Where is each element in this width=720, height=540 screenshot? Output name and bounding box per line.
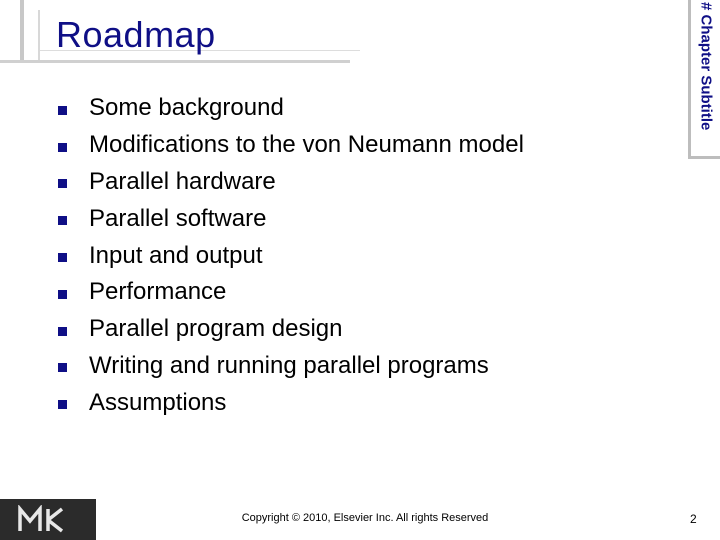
bullet-square-icon <box>58 363 67 372</box>
bullet-text: Modifications to the von Neumann model <box>89 131 524 159</box>
bullet-text: Writing and running parallel programs <box>89 351 489 379</box>
bullet-square-icon <box>58 106 67 115</box>
mk-logo-icon <box>18 505 78 535</box>
list-item <box>58 384 524 421</box>
bullet-text: Input and output <box>89 241 263 269</box>
frame-line <box>0 60 350 63</box>
copyright-text: Copyright © 2010, Elsevier Inc. All rights Reserved <box>241 512 489 524</box>
slide-title: Roadmap <box>56 14 216 55</box>
bullet-text: Some background <box>89 94 284 122</box>
bullet-square-icon <box>58 143 67 152</box>
publisher-logo <box>0 499 96 540</box>
list-item <box>58 200 524 237</box>
bullet-text: Performance <box>89 278 227 306</box>
bullet-square-icon <box>58 290 67 299</box>
bullet-square-icon <box>58 253 67 262</box>
frame-line <box>38 10 40 62</box>
list-item <box>58 348 524 385</box>
list-item <box>58 274 524 311</box>
bullet-text: Assumptions <box>89 388 227 416</box>
chapter-subtitle: # Chapter Subtitle <box>697 2 715 131</box>
bullet-text: Parallel hardware <box>89 167 276 195</box>
bullet-square-icon <box>58 400 67 409</box>
list-item <box>58 237 524 274</box>
list-item <box>58 90 524 127</box>
bullet-square-icon <box>58 216 67 225</box>
page-number: 2 <box>690 512 697 526</box>
list-item <box>58 164 524 201</box>
bullet-square-icon <box>58 327 67 336</box>
bullet-square-icon <box>58 179 67 188</box>
chapter-subtitle-box <box>688 0 720 159</box>
frame-line <box>20 0 24 60</box>
list-item <box>58 311 524 348</box>
bullet-text: Parallel program design <box>89 315 343 343</box>
list-item <box>58 127 524 164</box>
bullet-list <box>58 90 524 421</box>
bullet-text: Parallel software <box>89 204 267 232</box>
